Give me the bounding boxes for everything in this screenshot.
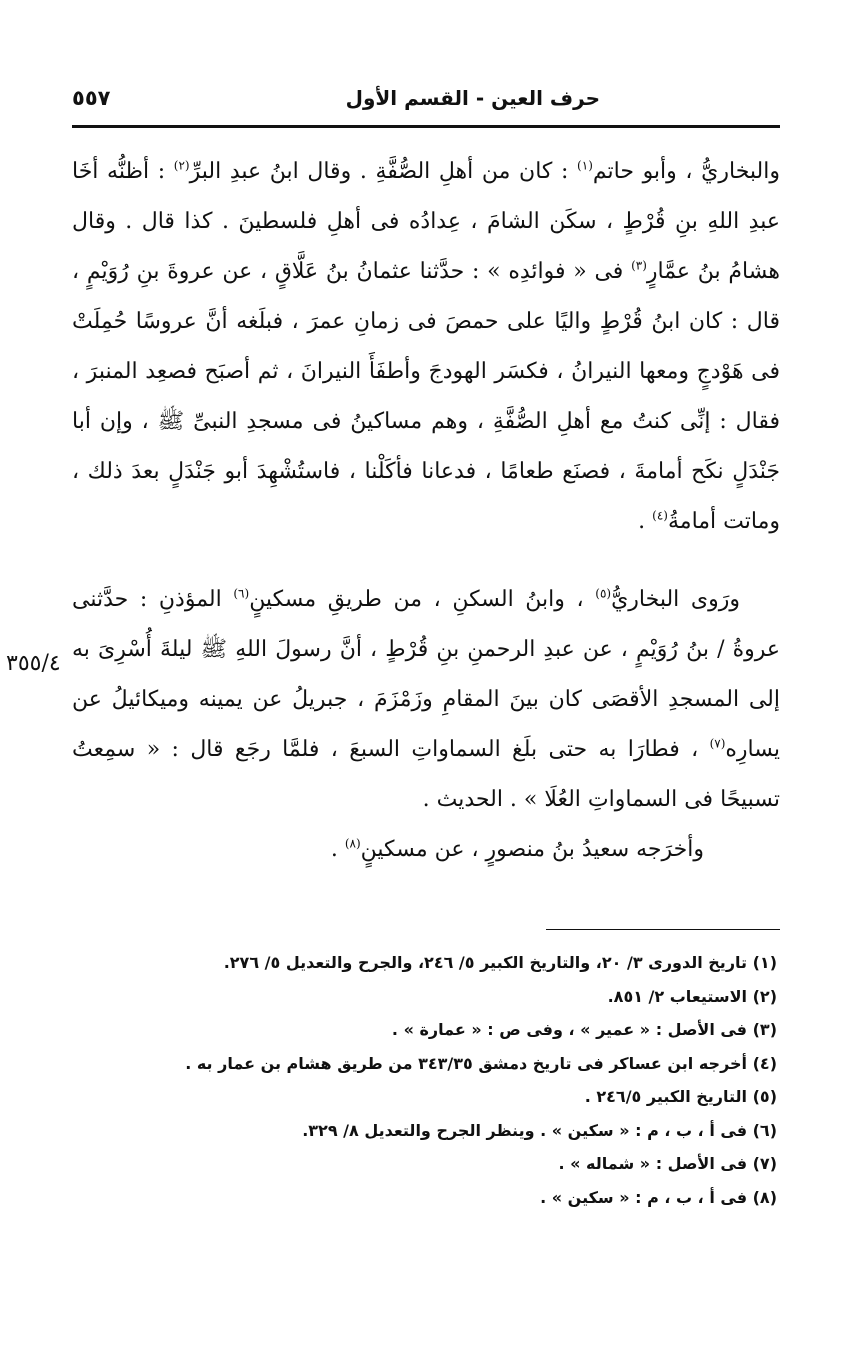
- footnote: (٥) التاريخ الكبير ٢٤٦/٥ .: [584, 1087, 777, 1106]
- footnote: (٦) فى أ ، ب ، م : « سكين » . وينظر الجرح والتعديل ٨/ ٣٢٩.: [302, 1120, 777, 1140]
- footnote: (٢) الاستيعاب ٢/ ٨٥١.: [607, 986, 777, 1006]
- footnote-ref: (١): [577, 158, 593, 173]
- paragraph-gap: [72, 547, 780, 575]
- text-run: والبخاريُّ ، وأبو حاتم: [592, 159, 780, 184]
- running-header: [72, 86, 780, 116]
- footnote-ref: (٤): [652, 508, 668, 523]
- text-run: ورَوى البخاريُّ: [611, 587, 740, 612]
- footnote-ref: (٢): [173, 158, 190, 173]
- footnote: (٤) أخرجه ابن عساكر فى تاريخ دمشق ٣٤٣/٣٥ من طريق هشام بن عمار به .: [185, 1053, 777, 1073]
- footnote-separator: [546, 929, 780, 930]
- footnote: (٨) فى أ ، ب ، م : « سكين » .: [540, 1187, 777, 1207]
- margin-page-reference: ٣٥٥/٤: [6, 651, 61, 676]
- paragraph: [72, 147, 780, 547]
- main-text: [72, 147, 780, 875]
- text-run: وأخرَجه سعيدُ بنُ منصورٍ ، عن مسكينٍ: [360, 837, 704, 862]
- text-run: : أظنُّه أخَا عبدِ اللهِ بنِ قُرْطٍ ، سكَن الشامَ ، عِدادُه فى أهلِ فلسطينَ . كذا قال . وقال هشامُ بنُ عمَّارٍ: [72, 159, 780, 284]
- footnote-ref: (٧): [709, 736, 726, 751]
- text-run: .: [330, 837, 345, 862]
- footnote-ref: (٥): [595, 586, 612, 601]
- page-number: ٥٥٧: [72, 86, 111, 110]
- paragraph: [72, 575, 780, 825]
- footnote: (٧) فى الأصل : « شماله » .: [558, 1154, 777, 1173]
- footnote: (٣) فى الأصل : « عمير » ، وفى ص : « عمارة » .: [391, 1020, 777, 1039]
- footnotes: [72, 946, 777, 1214]
- footnote-ref: (٦): [233, 586, 250, 601]
- footnote-ref: (٨): [344, 836, 361, 851]
- text-run: ، فطارَا به حتى بلَغ السماواتِ السبعَ ، فلمَّا رجَع قال : « سمِعتُ تسبيحًا فى السماواتِ العُلَا » . الحديث .: [72, 737, 780, 812]
- text-run: : كان من أهلِ الصُّفَّةِ . وقال ابنُ عبدِ البرِّ: [189, 159, 578, 184]
- text-run: المؤذنِ : حدَّثنى عروةُ / بنُ رُوَيْمٍ ، عن عبدِ الرحمنِ بنِ قُرْطٍ ، أنَّ رسولَ اللهِ ﷺ ليلةَ أُسْرِىَ به إلى المسجدِ الأقصَى كان بينَ المقامِ وزَمْزَمَ ، جبريلُ عن يمينه وميكائيلُ عن يسارِه: [72, 587, 780, 762]
- text-run: فى « فوائدِه » : حدَّثنا عثمانُ بنُ عَلَّاقٍ ، عن عروةَ بنِ رُوَيْمٍ ، قال : كان ابنُ قُرْطٍ واليًا على حمصَ فى زمانِ عمرَ ، فبلَغه أنَّ عروسًا حُمِلَتْ فى هَوْدجٍ ومعها النيرانُ ، فكسَر الهودجَ وأطفَأَ النيرانَ ، ثم أصبَح فصعِد المنبرَ ، فقال : إنِّى كنتُ مع أهلِ الصُّفَّةِ ، وهم مساكينُ فى مسجدِ النبىِّ ﷺ ، وإن أبا جَنْدَلٍ نكَح أمامةَ ، فصنَع طعامًا ، فدعانا فأكَلْنا ، فاستُشْهِدَ أبو جَنْدَلٍ بعدَ ذلك ، وماتت أمامةُ: [72, 259, 780, 534]
- footnote: (١) تاريخ الدورى ٣/ ٢٠، والتاريخ الكبير ٥/ ٢٤٦، والجرح والتعديل ٥/ ٢٧٦.: [223, 953, 777, 972]
- header-title: حرف العين - القسم الأول: [345, 86, 600, 110]
- text-run: .: [638, 509, 653, 534]
- header-rule: [72, 125, 780, 128]
- footnote-ref: (٣): [631, 258, 647, 273]
- text-run: ، وابنُ السكنِ ، من طريقِ مسكينٍ: [249, 587, 596, 612]
- paragraph: [72, 825, 780, 875]
